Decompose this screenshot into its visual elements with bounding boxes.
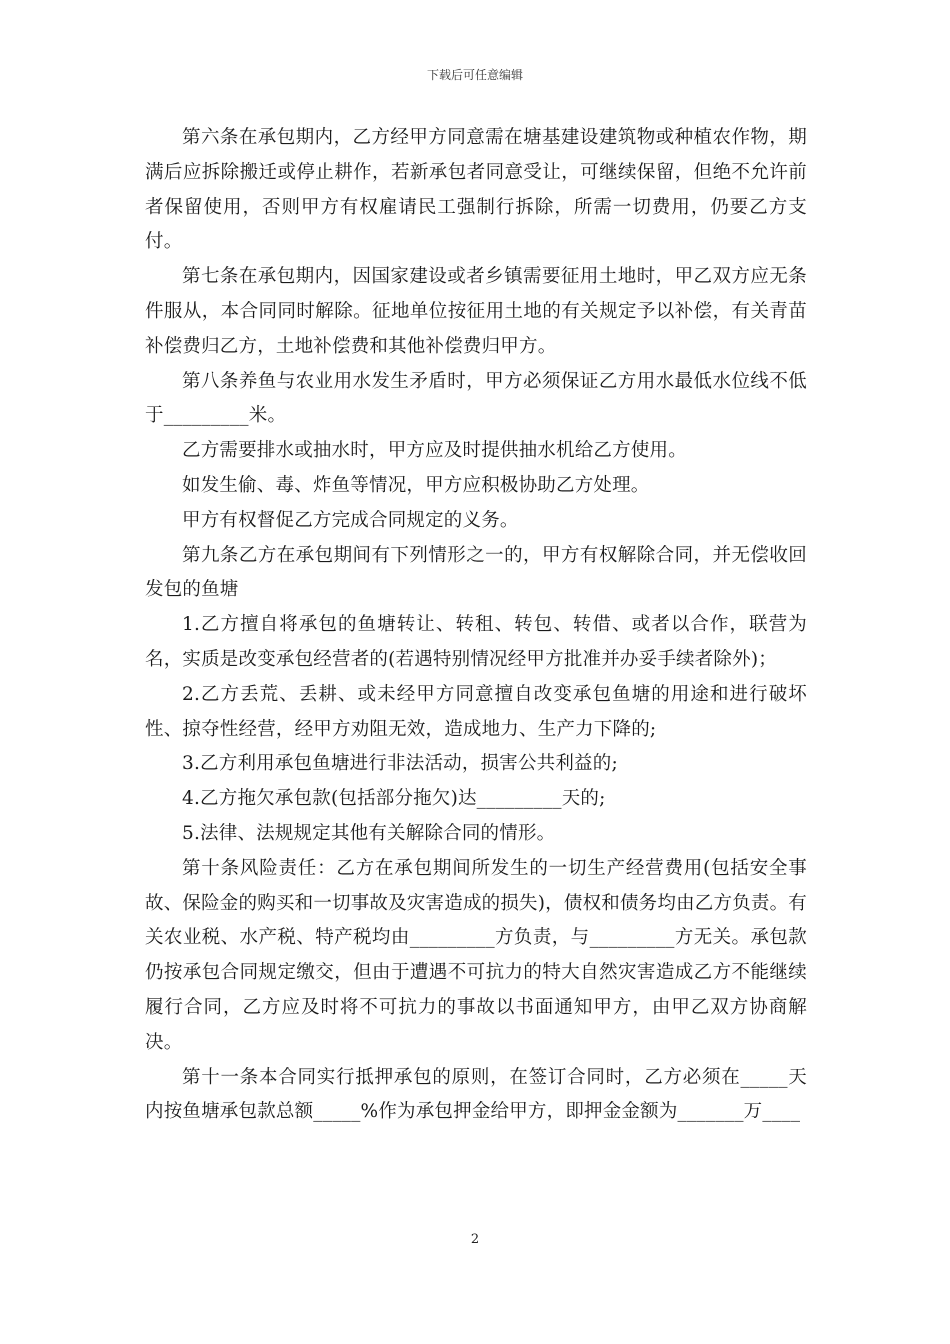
page-header: 下载后可任意编辑: [426, 68, 523, 82]
document-body: [145, 121, 807, 1130]
paragraph-pumping: 乙方需要排水或抽水时，甲方应及时提供抽水机给乙方使用。: [182, 440, 687, 462]
list-item-2: 2.乙方丢荒、丢耕、或未经甲方同意擅自改变承包鱼塘的用途和进行破坏性、掠夺性经营，经甲方劝阻无效，造成地力、生产力下降的;: [145, 683, 807, 740]
page-number: 2: [470, 1232, 480, 1247]
list-item-3: 3.乙方利用承包鱼塘进行非法活动，损害公共利益的;: [182, 753, 618, 775]
paragraph-article-7: 第七条在承包期内，因国家建设或者乡镇需要征用土地时，甲乙双方应无条件服从，本合同同时解除。征地单位按征用土地的有关规定予以补偿，有关青苗补偿费归乙方，土地补偿费和其他补偿费归甲方。: [145, 266, 807, 357]
paragraph-supervise: 甲方有权督促乙方完成合同规定的义务。: [182, 509, 519, 531]
paragraph-theft: 如发生偷、毒、炸鱼等情况，甲方应积极协助乙方处理。: [182, 474, 650, 496]
paragraph-article-11: 第十一条本合同实行抵押承包的原则，在签订合同时，乙方必须在_____天内按鱼塘承包款总额_____%作为承包押金给甲方，即押金金额为_______万____: [145, 1066, 807, 1123]
paragraph-article-10: 第十条风险责任：乙方在承包期间所发生的一切生产经营费用(包括安全事故、保险金的购买和一切事故及灾害造成的损失)，债权和债务均由乙方负责。有关农业税、水产税、特产税均由_________方负责，与_________方无关。承包款仍按承包合同规定缴交，但由于遭遇不可抗力的特大自然灾害造成乙方不能继续履行合同，乙方应及时将不可抗力的事故以书面通知甲方，由甲乙双方协商解决。: [145, 857, 807, 1053]
list-item-4: 4.乙方拖欠承包款(包括部分拖欠)达_________天的;: [182, 788, 606, 810]
paragraph-article-9: 第九条乙方在承包期间有下列情形之一的，甲方有权解除合同，并无偿收回发包的鱼塘: [145, 544, 807, 601]
list-item-1: 1.乙方擅自将承包的鱼塘转让、转租、转包、转借、或者以合作，联营为名，实质是改变承包经营者的(若遇特别情况经甲方批准并办妥手续者除外)；: [145, 614, 807, 670]
list-item-5: 5.法律、法规规定其他有关解除合同的情形。: [182, 822, 556, 844]
paragraph-article-8: 第八条养鱼与农业用水发生矛盾时，甲方必须保证乙方用水最低水位线不低于_________米。: [145, 370, 807, 427]
paragraph-article-6: 第六条在承包期内，乙方经甲方同意需在塘基建设建筑物或种植农作物，期满后应拆除搬迁或停止耕作，若新承包者同意受让，可继续保留，但绝不允许前者保留使用，否则甲方有权雇请民工强制行拆除，所需一切费用，仍要乙方支付。: [145, 127, 807, 253]
